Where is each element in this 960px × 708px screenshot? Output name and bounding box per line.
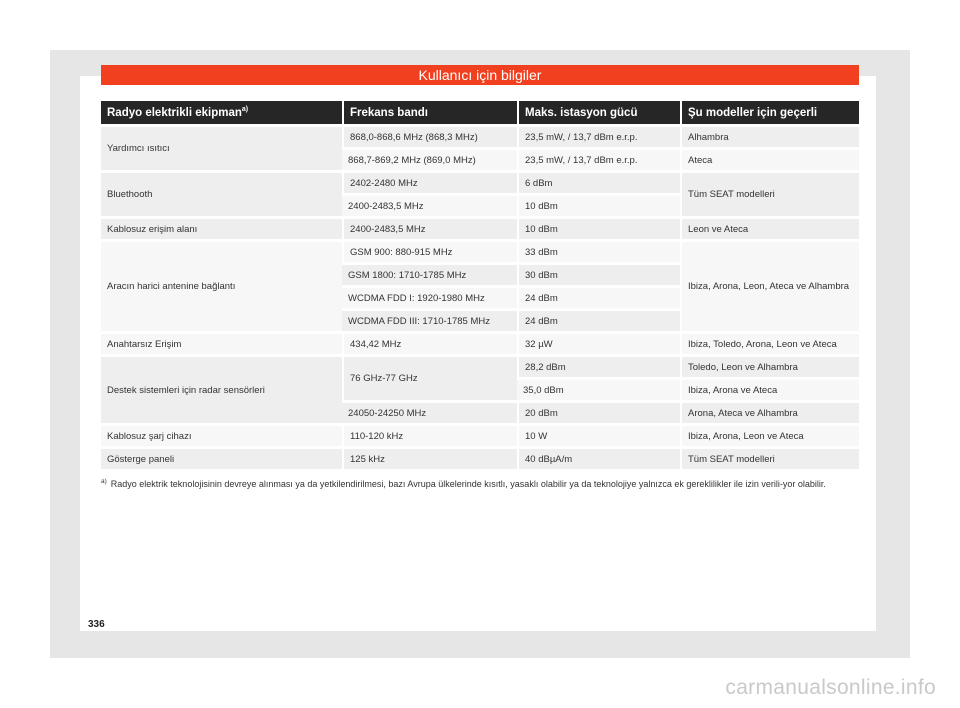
header-max-power: Maks. istasyon gücü (517, 101, 680, 124)
cell-power: 33 dBm (517, 239, 680, 262)
section-banner: Kullanıcı için bilgiler (101, 65, 859, 85)
footnote-text: Radyo elektrik teknolojisinin devreye alınması ya da yetkilendirilmesi, bazı Avrupa ülkelerinde kısıtlı, yasaklı olabilir ya da teknolojiye yalnızca ek gereklilikler ile izin verili-yor olabilir. (110, 479, 826, 489)
cell-models: Alhambra (680, 124, 859, 147)
table-row (101, 331, 859, 354)
cell-models: Arona, Ateca ve Alhambra (680, 400, 859, 423)
cell-equipment: Yardımcı ısıtıcı (101, 124, 342, 170)
cell-band: 868,7-869,2 MHz (869,0 MHz) (342, 147, 517, 170)
table-row (101, 423, 859, 446)
cell-equipment: Kablosuz şarj cihazı (101, 423, 342, 446)
table-row (101, 124, 859, 147)
cell-power: 24 dBm (517, 308, 680, 331)
cell-band: WCDMA FDD III: 1710-1785 MHz (342, 308, 517, 331)
table-row (101, 170, 859, 193)
cell-equipment: Bluethooth (101, 170, 342, 216)
table-row (101, 239, 859, 262)
cell-models: Ateca (680, 147, 859, 170)
cell-equipment: Anahtarsız Erişim (101, 331, 342, 354)
cell-equipment: Kablosuz erişim alanı (101, 216, 342, 239)
header-frequency-band: Frekans bandı (342, 101, 517, 124)
cell-power: 10 W (517, 423, 680, 446)
cell-band: 2400-2483,5 MHz (342, 193, 517, 216)
cell-band: 868,0-868,6 MHz (868,3 MHz) (342, 124, 517, 147)
cell-models: Ibiza, Toledo, Arona, Leon ve Ateca (680, 331, 859, 354)
cell-band: 2400-2483,5 MHz (342, 216, 517, 239)
table-row (101, 216, 859, 239)
cell-models: Ibiza, Arona, Leon ve Ateca (680, 423, 859, 446)
watermark-link[interactable]: carmanualsonline.info (725, 676, 936, 699)
cell-models: Ibiza, Arona ve Ateca (680, 377, 859, 400)
cell-power: 28,2 dBm (517, 354, 680, 377)
cell-band: GSM 900: 880-915 MHz (342, 239, 517, 262)
cell-power: 32 µW (517, 331, 680, 354)
cell-models: Leon ve Ateca (680, 216, 859, 239)
cell-equipment: Aracın harici antenine bağlantı (101, 239, 342, 331)
cell-band: 110-120 kHz (342, 423, 517, 446)
cell-power: 30 dBm (517, 262, 680, 285)
cell-band: WCDMA FDD I: 1920-1980 MHz (342, 285, 517, 308)
cell-power: 10 dBm (517, 216, 680, 239)
cell-band: 76 GHz-77 GHz (342, 354, 517, 400)
footnote (101, 478, 859, 491)
table-header-row (101, 101, 859, 124)
cell-band: 434,42 MHz (342, 331, 517, 354)
header-models: Şu modeller için geçerli (680, 101, 859, 124)
cell-band: 125 kHz (342, 446, 517, 469)
header-note-mark: a) (241, 105, 249, 113)
cell-power: 6 dBm (517, 170, 680, 193)
cell-power: 23,5 mW, / 13,7 dBm e.r.p. (517, 124, 680, 147)
cell-models: Tüm SEAT modelleri (680, 170, 859, 216)
cell-power: 20 dBm (517, 400, 680, 423)
cell-power: 24 dBm (517, 285, 680, 308)
cell-band: 2402-2480 MHz (342, 170, 517, 193)
cell-band: 24050-24250 MHz (342, 400, 517, 423)
cell-equipment: Gösterge paneli (101, 446, 342, 469)
cell-models: Ibiza, Arona, Leon, Ateca ve Alhambra (680, 239, 859, 331)
radio-equipment-table (101, 101, 859, 469)
cell-power: 35,0 dBm (517, 377, 680, 400)
header-equipment: Radyo elektrikli ekipman$^{a)}$ (101, 101, 342, 124)
cell-band: GSM 1800: 1710-1785 MHz (342, 262, 517, 285)
cell-power: 23,5 mW, / 13,7 dBm e.r.p. (517, 147, 680, 170)
table-row (101, 354, 859, 377)
cell-equipment: Destek sistemleri için radar sensörleri (101, 354, 342, 423)
page-number: 336 (88, 619, 105, 630)
cell-power: 10 dBm (517, 193, 680, 216)
cell-power: 40 dBµA/m (517, 446, 680, 469)
table-row (101, 446, 859, 469)
cell-models: Toledo, Leon ve Alhambra (680, 354, 859, 377)
footnote-mark: a) (101, 478, 107, 485)
cell-models: Tüm SEAT modelleri (680, 446, 859, 469)
